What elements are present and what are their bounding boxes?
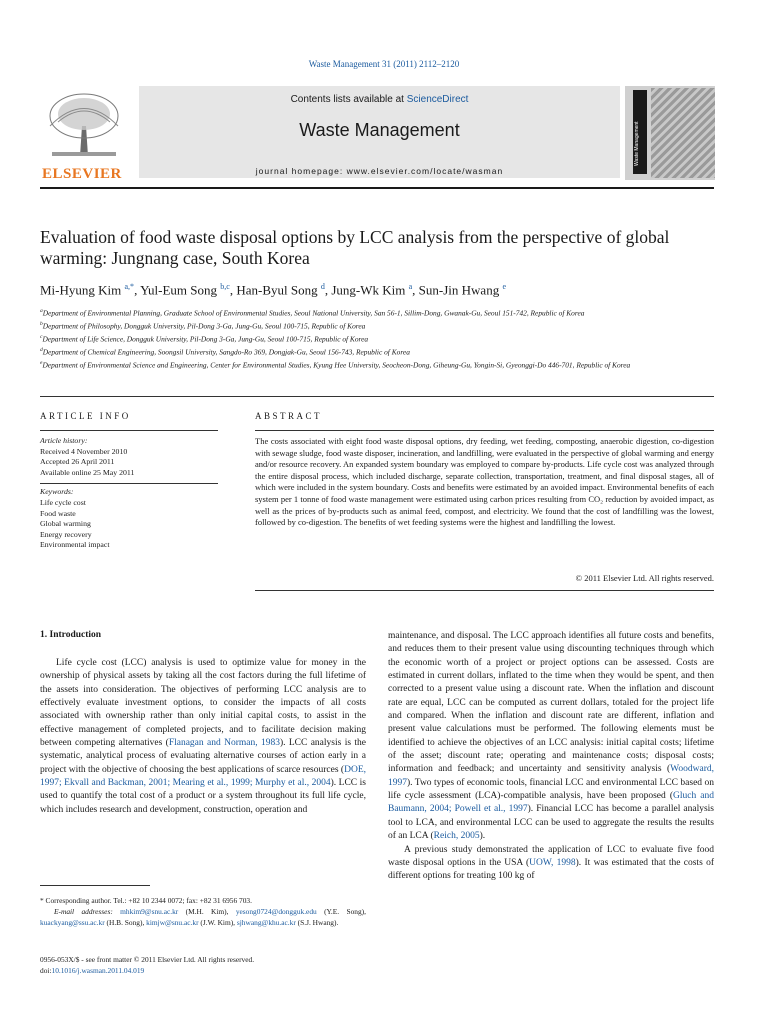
email-link[interactable]: mhkim9@snu.ac.kr (120, 906, 179, 916)
body-text: maintenance, and disposal. The LCC approach identifies all future costs and benefits, and reduces them to their present value using discounting techniques through which the economic worth of a project or project options can be assessed. Costs are estimated in current dollars, inflated to the time when they would be spent, and then corrected to a present value using a discount rate. When the inflation and discount rate are equal, LCC can be computed as current dollars, totaled for the project life and compared. When the inflation and discount rate are different, inflation and present value calculations must be performed. The following elements must be identified to achieve the objectives of an LCC analysis: initial capital costs; lifetime of the asset; discount rate; operating and maintenance costs; disposal costs; information and feedback; and uncertainty and sensitivity analysis ( (388, 631, 714, 775)
body-column-right (388, 630, 714, 884)
body-text: ). (479, 831, 486, 842)
journal-cover-image (625, 86, 715, 180)
info-divider (40, 483, 218, 484)
author-affiliation-mark[interactable]: a,* (124, 282, 135, 291)
footnote-rule (40, 885, 150, 886)
history-item: Available online 25 May 2011 (40, 467, 135, 477)
doi-line (40, 966, 366, 977)
citation-link[interactable]: DOE, 1997; Ekvall and Backman, 2001; Mearing et al., 1999; Murphy et al., 2004 (40, 764, 366, 789)
affiliation-mark: a (40, 308, 43, 314)
affiliation-mark: e (40, 359, 43, 366)
affiliation-text: Department of Environmental Science and Engineering, Center for Environmental Studies, Kyung Hee University, Seocheon-Dong, Giheung-Gu, Yongin-Si, Gyeonggi-Do 446-701, Republic of Korea (42, 359, 631, 369)
email-label: E-mail addresses: (54, 906, 121, 916)
history-item: Received 4 November 2010 (40, 446, 128, 456)
keyword: Life cycle cost (40, 497, 86, 507)
affiliation-mark: c (40, 333, 43, 340)
cover-title: Waste Management (634, 121, 640, 166)
body-text: ). LCC is used to quantify the total cost of a product or a system throughout its full life cycle, which includes research and development, construction, operation and (40, 778, 366, 815)
email-link[interactable]: sjhwang@khu.ac.kr (236, 917, 296, 927)
body-paragraph (388, 844, 714, 884)
abstract-rule (255, 430, 714, 431)
author-name: Sun-Jin Hwang (418, 282, 500, 298)
affiliation-mark: b (40, 320, 43, 327)
affiliation-text: Department of Environmental Planning, Graduate School of Environmental Studies, Seoul National University, San 56-1, Sillim-Dong, Gwanak-Gu, Seoul 151-742, Republic of Korea (42, 308, 585, 318)
email-owner: (H.B. Song), (104, 917, 147, 927)
journal-homepage[interactable]: journal homepage: www.elsevier.com/locate/wasman (255, 166, 504, 176)
sciencedirect-link[interactable]: ScienceDirect (406, 94, 469, 105)
cover-artwork (651, 88, 715, 178)
contents-line (139, 94, 620, 105)
email-link[interactable]: yesong0724@dongguk.edu (235, 906, 317, 916)
contents-prefix: Contents lists available at (290, 94, 407, 105)
doi-link[interactable]: 10.1016/j.wasman.2011.04.019 (51, 965, 145, 975)
keyword: Global warming (40, 519, 91, 529)
citation-link[interactable]: Woodward, 1997 (388, 764, 714, 788)
body-text: ). Two types of economic tools, financial LCC and environmental LCC based on life cycle assessment (LCA)-compatible analysis, have been proposed ( (388, 777, 714, 802)
section-rule (40, 396, 714, 397)
author-name: Mi-Hyung Kim (40, 282, 122, 298)
author-name: Han-Byul Song (236, 282, 318, 298)
article-title: Evaluation of food waste disposal options by LCC analysis from the perspective of global warming: Jungnang case, South Korea (40, 227, 670, 268)
history-label: Article history: (40, 436, 88, 445)
affiliation (40, 332, 680, 345)
info-rule (40, 430, 218, 431)
abstract-copyright: © 2011 Elsevier Ltd. All rights reserved. (575, 573, 714, 583)
doi-prefix: doi: (40, 965, 52, 975)
affiliation-list (40, 306, 680, 370)
body-text: ). Financial LCC has become a parallel analysis tool to LCA, and environmental LCC can be used to aggregate the results the results of an LCA ( (388, 804, 715, 842)
author-list: Mi-Hyung Kim $^{a,*}$, Yul-Eum Song $^{b,c}$, Han-Byul Song $^d$, Jung-Wk Kim $^a$, Sun-Jin Hwang $^e$ (40, 282, 507, 298)
keywords-label: Keywords: (40, 487, 74, 497)
body-text: Life cycle cost (LCC) analysis is used to optimize value for money in the ownership of physical assets by taking all the cost factors during the full lifetime of the assets into consideration. The objectives of performing LCC analysis are to effectively evaluate investment options, to consider the impacts of all costs associated with ownership rather than only initial capital costs, to assist in the effective management of completed projects, and to facilitate decision making between competing alternatives ( (40, 658, 366, 749)
affiliation (40, 345, 680, 358)
affiliation (40, 358, 680, 371)
affiliation-text: Department of Chemical Engineering, Soongsil University, Sangdo-Ro 369, Dongjak-Gu, Seoul 156-743, Republic of Korea (42, 347, 410, 357)
citation-link[interactable]: Flanagan and Norman, 1983 (168, 738, 280, 749)
issn-line: 0956-053X/$ - see front matter © 2011 Elsevier Ltd. All rights reserved. (40, 955, 255, 964)
body-text: ). LCC analysis is the systematic, analytical process of evaluating alternative courses of action early in a project with the objective of choosing the best applications of scarce resources ( (40, 738, 367, 775)
section-heading-introduction: 1. Introduction (40, 630, 102, 640)
corresponding-author: * Corresponding author. Tel.: +82 10 2344 0072; fax: +82 31 6956 703. (40, 896, 252, 905)
masthead-rule (40, 187, 714, 189)
abstract-heading: ABSTRACT (255, 411, 323, 421)
email-owner: (S.J. Hwang). (295, 917, 339, 927)
author-affiliation-mark[interactable]: b,c (220, 282, 230, 291)
keyword: Environmental impact (40, 540, 110, 550)
article-info (40, 436, 218, 551)
body-paragraph (40, 657, 366, 817)
body-text: ). It was estimated that the costs of different options for treating 100 kg of (388, 857, 714, 882)
affiliation-mark: d (40, 346, 43, 353)
citation-link[interactable]: UOW, 1998 (529, 857, 576, 868)
article-info-heading: ARTICLE INFO (40, 411, 131, 421)
author-name: Yul-Eum Song (140, 282, 218, 298)
elsevier-wordmark: ELSEVIER (42, 166, 122, 182)
abstract-bottom-rule (255, 590, 714, 591)
email-owner: (M.H. Kim), (178, 906, 236, 916)
author-affiliation-mark[interactable]: e (502, 282, 507, 291)
masthead (40, 86, 714, 188)
abstract-text: The costs associated with eight food waste disposal options, dry feeding, wet feeding, composting, anaerobic digestion, co-digestion with sewage sludge, food waste disposer, incineration, and landfilling, were evaluated in the perspective of global warming and energy and/or resource recovery. An expanded system boundary was employed to compare by-products. Life cycle cost was analyzed through the entire disposal process, which included discharge, separate collection, transportation, treatment, and final disposal stages, all of which were included in the system boundary. Costs and benefits were estimated by an avoided impact. Environmental benefits of each system per 1 tonne of food waste management were estimated using carbon prices resulting from CO₂ reduction by avoided impact, as well as the prices of by-products such as animal feed, compost, and electricity. We found that the cost of landfilling was the lowest, followed by co-digestion. The benefits of wet feeding systems were the highest and landfilling the lowest. (255, 436, 714, 528)
body-text: A previous study demonstrated the application of LCC to evaluate five food waste disposal options in the USA ( (388, 844, 714, 868)
affiliation (40, 319, 680, 332)
email-owner: (Y.E. Song), (316, 906, 366, 916)
journal-citation-link[interactable]: Waste Management 31 (2011) 2112–2120 (308, 59, 460, 69)
affiliation (40, 306, 680, 319)
author-name: Jung-Wk Kim (331, 282, 406, 298)
journal-name: Waste Management (299, 120, 460, 140)
citation-link[interactable]: Gluch and Baumann, 2004; Powell et al., 1997 (388, 791, 715, 815)
email-link[interactable]: kuackyang@ssu.ac.kr (40, 917, 105, 927)
email-addresses (40, 907, 366, 929)
email-owner: (J.W. Kim), (198, 917, 237, 927)
keyword: Energy recovery (40, 529, 92, 539)
author-affiliation-mark[interactable]: d (320, 282, 325, 291)
affiliation-text: Department of Philosophy, Dongguk University, Pil-Dong 3-Ga, Jung-Gu, Seoul 100-715, Republic of Korea (42, 321, 366, 331)
history-item: Accepted 26 April 2011 (40, 457, 115, 467)
body-paragraph (388, 630, 714, 844)
body-column-left (40, 657, 366, 817)
bottom-meta (40, 955, 366, 977)
history-list (40, 447, 218, 479)
keyword-list (40, 498, 218, 551)
corresponding-footnote (40, 896, 366, 929)
email-link[interactable]: kimjw@snu.ac.kr (146, 917, 199, 927)
author-affiliation-mark[interactable]: a (408, 282, 413, 291)
citation-link[interactable]: Reich, 2005 (433, 831, 480, 842)
keyword: Food waste (40, 508, 76, 518)
journal-banner (139, 86, 620, 178)
affiliation-text: Department of Life Science, Dongguk University, Pil-Dong 3-Ga, Jung-Gu, Seoul 100-715, Republic of Korea (42, 334, 369, 344)
